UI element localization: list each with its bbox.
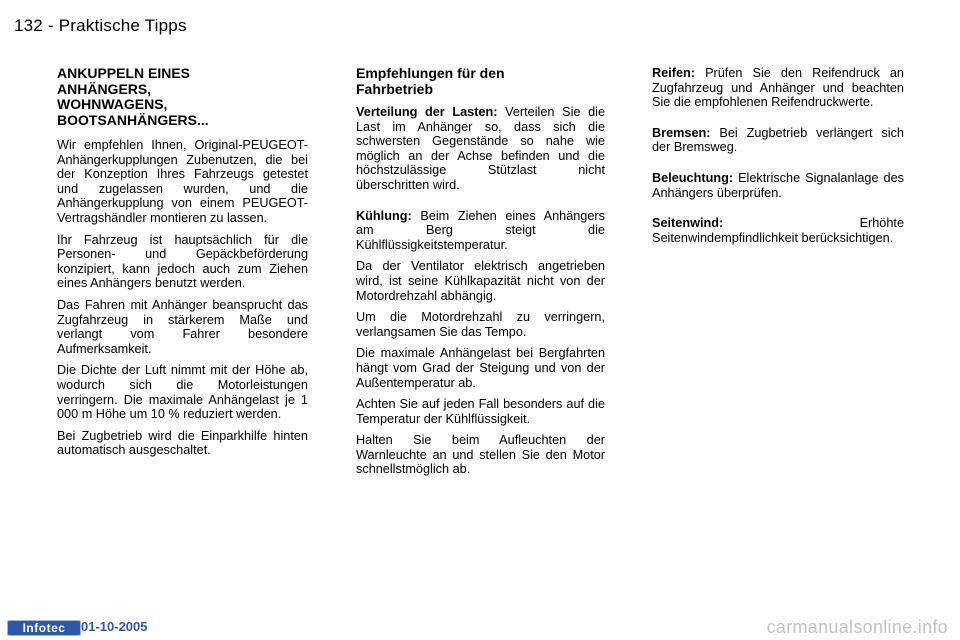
load-distribution-paragraph bbox=[356, 105, 605, 193]
lighting-paragraph bbox=[652, 171, 904, 200]
term-text: Elektrische Signalanlage des Anhängers überprüfen. bbox=[652, 170, 904, 200]
column-towing-intro bbox=[57, 66, 308, 465]
title-line: Empfehlungen für den bbox=[356, 65, 505, 81]
header-separator: - bbox=[47, 16, 54, 35]
title-line: Fahrbetrieb bbox=[356, 80, 434, 97]
term-label: Bremsen: bbox=[652, 125, 711, 140]
infotec-logo: Infotec bbox=[7, 620, 81, 636]
term-text: Prüfen Sie den Reifendruck an Zugfahrzeug und Anhänger und beachten Sie die empfohlenen Reifendruckwerte. bbox=[652, 66, 904, 110]
title-line: BOOTSANHÄNGERS... bbox=[57, 111, 209, 128]
title-line: ANHÄNGERS, bbox=[57, 80, 152, 97]
paragraph: Die maximale Anhängelast bei Bergfahrten hängt vom Grad der Steigung und von der Außentemperatur ab. bbox=[356, 346, 605, 390]
title-line: WOHNWAGENS, bbox=[57, 96, 168, 112]
watermark: carmanualsonline.info bbox=[766, 617, 948, 637]
term-label: Verteilung der Lasten: bbox=[356, 105, 498, 119]
paragraph: Um die Motordrehzahl zu verringern, verlangsamen Sie das Tempo. bbox=[356, 310, 605, 339]
page-number: 132 bbox=[14, 16, 43, 35]
paragraph: Halten Sie beim Aufleuchten der Warnleuchte an und stellen Sie den Motor schnellstmöglich ab. bbox=[356, 433, 605, 477]
term-label: Reifen: bbox=[652, 66, 695, 80]
term-text: Verteilen Sie die Last im Anhänger so, dass sich die schwersten Gegenstände so nahe wie möglich an der Achse befinden und die höchstzulässige Stützlast nicht überschritten wird. bbox=[356, 105, 606, 192]
column-checklist bbox=[652, 66, 904, 261]
paragraph: Die Dichte der Luft nimmt mit der Höhe ab, wodurch sich die Motorleistungen verringern. Die maximale Anhängelast je 1 000 m Höhe um 10 % reduziert werden. bbox=[57, 363, 308, 422]
paragraph: Achten Sie auf jeden Fall besonders auf die Temperatur der Kühlflüssigkeit. bbox=[356, 397, 605, 426]
brakes-paragraph bbox=[652, 126, 904, 155]
column-driving-recommendations bbox=[356, 66, 605, 484]
chapter-title: Praktische Tipps bbox=[58, 16, 187, 35]
term-text: Beim Ziehen eines Anhängers am Berg steigt die Kühlflüssigkeitstemperatur. bbox=[356, 208, 605, 252]
crosswind-paragraph bbox=[652, 216, 904, 245]
term-text: Erhöhte Seitenwindempfindlichkeit berücksichtigen. bbox=[652, 216, 904, 245]
paragraph: Ihr Fahrzeug ist hauptsächlich für die Personen- und Gepäckbeförderung konzipiert, kann jedoch auch zum Ziehen eines Anhängers benutzt werden. bbox=[57, 232, 308, 291]
term-label: Beleuchtung: bbox=[652, 170, 734, 185]
page-footer bbox=[0, 618, 960, 636]
section-title-driving bbox=[356, 66, 605, 97]
cooling-paragraph bbox=[356, 209, 605, 253]
paragraph: Da der Ventilator elektrisch angetrieben wird, ist seine Kühlkapazität nicht von der Motordrehzahl abhängig. bbox=[356, 259, 605, 303]
paragraph: Wir empfehlen Ihnen, Original-PEUGEOT-Anhängerkupplungen Zubenutzen, die bei der Konzeption Ihres Fahrzeugs getestet und zugelassen wurden, und die Anhängerkupplung von einem PEUGEOT-Vertragshändler montieren zu lassen. bbox=[57, 138, 308, 225]
term-label: Kühlung: bbox=[356, 208, 412, 223]
print-date: 01-10-2005 bbox=[81, 619, 148, 634]
page-header bbox=[14, 16, 187, 36]
term-label: Seitenwind: bbox=[652, 216, 724, 231]
paragraph: Bei Zugbetrieb wird die Einparkhilfe hinten automatisch ausgeschaltet. bbox=[57, 428, 308, 458]
term-text: Bei Zugbetrieb verlängert sich der Bremsweg. bbox=[652, 125, 904, 155]
tyres-paragraph bbox=[652, 66, 904, 110]
section-title-towing bbox=[57, 66, 308, 128]
title-line: ANKUPPELN EINES bbox=[57, 65, 191, 81]
paragraph: Das Fahren mit Anhänger beansprucht das Zugfahrzeug in stärkerem Maße und verlangt vom Fahrer besondere Aufmerksamkeit. bbox=[57, 297, 308, 356]
